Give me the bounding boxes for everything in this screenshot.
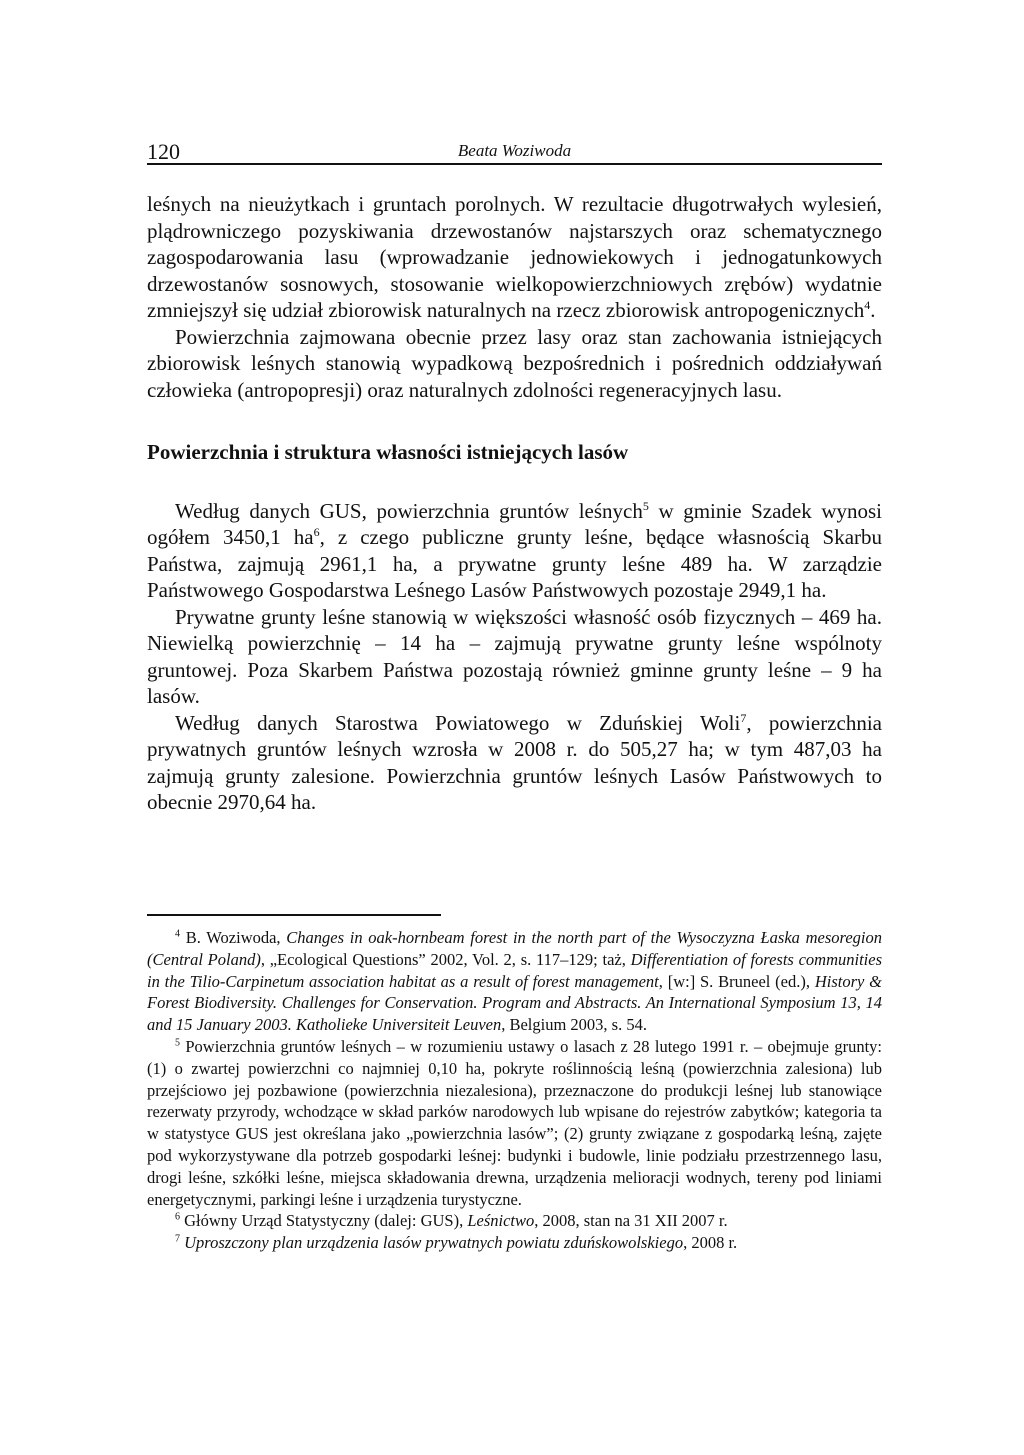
footnote-ref-6: 6 (313, 525, 320, 539)
footnote-4: $^4$ B. Woziwoda, Changes in oak-hornbeam forest in the north part of the Wysoczyzna Łaska mesoregion (Central Poland), „Ecological Questions” 2002, Vol. 2, s. 117–129; taż, Differentiation of forests communities in the Tilio-Carpinetum association habitat as a result of forest management, [w:] S. Bruneel (ed.), History & Forest Biodiversity. Challenges for Conservation. Program and Abstracts. An International Symposium 13, 14 and 15 January 2003. Katholieke Universiteit Leuven, Belgium 2003, s. 54. (147, 928, 883, 1035)
footnote-7: $^7$ Uproszczony plan urządzenia lasów prywatnych powiatu zduńskowolskiego, 2008 r. (175, 1233, 738, 1253)
footnote-ref-5: 5 (642, 498, 649, 513)
section-heading: Powierzchnia i struktura własności istniejących lasów (147, 440, 629, 464)
paragraph-5: Według danych Starostwa Powiatowego w Zduńskiej Woli$^7$, powierzchnia prywatnych gruntów leśnych wzrosła w 2008 r. do 505,27 ha; w tym 487,03 ha zajmują grunty zalesione. Powierzchnia gruntów leśnych Lasów Państwowych to obecnie 2970,64 ha. (147, 710, 882, 814)
paragraph-2: Powierzchnia zajmowana obecnie przez lasy oraz stan zachowania istniejących zbiorowisk leśnych stanowią wypadkową bezpośrednich i pośrednich oddziaływań człowieka (antropopresji) oraz naturalnych zdolności regeneracyjnych lasu. (147, 324, 882, 402)
footnote-divider (147, 914, 441, 916)
running-head: Beata Woziwoda (457, 141, 572, 160)
footnotes (147, 927, 882, 1254)
body-text (147, 191, 882, 816)
page-header (147, 137, 882, 165)
footnote-ref-7: 7 (740, 710, 747, 725)
footnote-6: $^6$ Główny Urząd Statystyczny (dalej: GUS), Leśnictwo, 2008, stan na 31 XII 2007 r. (175, 1211, 728, 1231)
paragraph-4: Prywatne grunty leśne stanowią w większości własność osób fizycznych – 469 ha. Niewielką powierzchnię – 14 ha – zajmują prywatne grunty leśne wspólnoty gruntowej. Poza Skarbem Państwa pozostają również gminne grunty leśne – 9 ha lasów. (147, 604, 882, 708)
footnote-5: $^5$ Powierzchnia gruntów leśnych – w rozumieniu ustawy o lasach z 28 lutego 1991 r. – obejmuje grunty: (1) o zwartej powierzchni co najmniej 0,10 ha, pokryte roślinnością leśną (powierzchnia zalesiona) lub przejściowo jej pozbawione (powierzchnia niezalesiona), przeznaczone do produkcji leśnej lub stanowiące rezerwaty przyrody, wchodzące w skład parków narodowych lub wpisane do rejestrów zabytków; kategoria ta w statystyce GUS jest określana jako „powierzchnia lasów”; (2) grunty związane z gospodarką leśną, zajęte pod wykorzystywane dla potrzeb gospodarki leśnej: budynki i budowle, linie podziału przestrzennego lasu, drogi leśne, szkółki leśne, miejsca składowania drewna, urządzenia melioracji wodnych, tereny pod liniami energetycznymi, parkingi leśne i urządzenia turystyczne. (147, 1036, 882, 1209)
footnote-ref-4: 4 (864, 298, 871, 312)
page-number: 120 (147, 139, 180, 164)
paragraph-3: Według danych GUS, powierzchnia gruntów leśnych$^5$ w gminie Szadek wynosi ogółem 3450,1 $ha^6$, z czego publiczne grunty leśne, będące własnością Skarbu Państwa, zajmują 2961,1 ha, a prywatne grunty leśne 489 ha. W zarządzie Państwowego Gospodarstwa Leśnego Lasów Państwowych pozostaje 2949,1 ha. (147, 498, 883, 602)
paragraph-1: leśnych na nieużytkach i gruntach porolnych. W rezultacie długotrwałych wylesień, plądrowniczego pozyskiwania drzewostanów najstarszych oraz schematycznego zagospodarowania lasu (wprowadzanie jednowiekowych i jednogatunkowych drzewostanów sosnowych, stosowanie wielkopowierzchniowych zrębów) wydatnie zmniejszył się udział zbiorowisk naturalnych na rzecz zbiorowisk antropogenicznych$^4$. (147, 192, 882, 322)
